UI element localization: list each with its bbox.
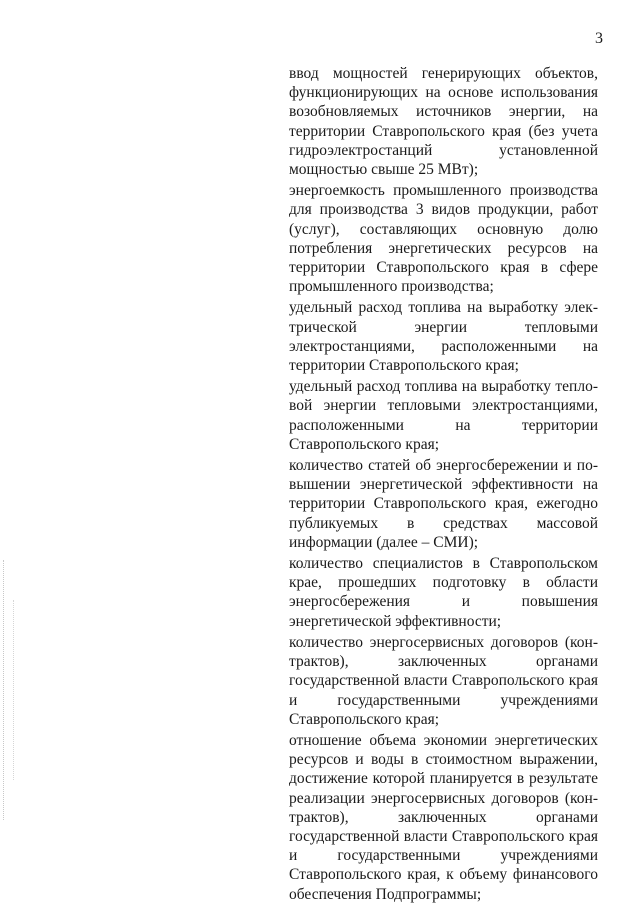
scan-edge-artifact: [13, 600, 16, 780]
indicator-item-5: количество статей об энергосбережении и повышении энергетической эффективности на территории Ставропольского края, ежегодно публикуемых в средствах массовой информации (далее – СМИ);: [289, 457, 598, 551]
indicator-item-7: количество энергосервисных договоров (контрактов), заключенных органами государственной власти Ставропольского края и государственными учреждениями Ставропольского края;: [289, 633, 598, 728]
document-body: [289, 64, 598, 906]
scan-edge-artifact: [3, 560, 6, 820]
indicator-item-6: количество специалистов в Ставропольском крае, прошедших подготовку в области энергосбережения и повышения энергетической эффективности;: [289, 555, 598, 630]
indicator-item-3: удельный расход топлива на выработку электрической энергии тепловыми электростанциями, расположенными на территории Ставропольского края;: [289, 299, 598, 375]
indicator-item-1: ввод мощностей генерирующих объектов, функционирующих на основе использования возобновляемых источников энергии, на территории Ставропольского края (без учета гидроэлектростанций установленной мощностью свыше 25 МВт);: [289, 65, 598, 179]
indicator-item-8: отношение объема экономии энергетических ресурсов и воды в стоимостном выражении, достижение которой планируется в результате реализации энергосервисных договоров (контрактов), заключенных органами государственной власти Ставропольского края и государственными учреждениями Ставропольского края, к объему финансового обеспечения Подпрограммы;: [289, 731, 598, 903]
indicator-item-4: удельный расход топлива на выработку тепловой энергии тепловыми электростанциями, расположенными на территории Ставропольского края;: [289, 378, 598, 453]
indicator-item-2: энергоемкость промышленного производства для производства 3 видов продукции, работ (услуг), составляющих основную долю потребления энергетических ресурсов на территории Ставропольского края в сфере промышленного производства;: [289, 182, 598, 296]
page-number: 3: [595, 30, 603, 47]
